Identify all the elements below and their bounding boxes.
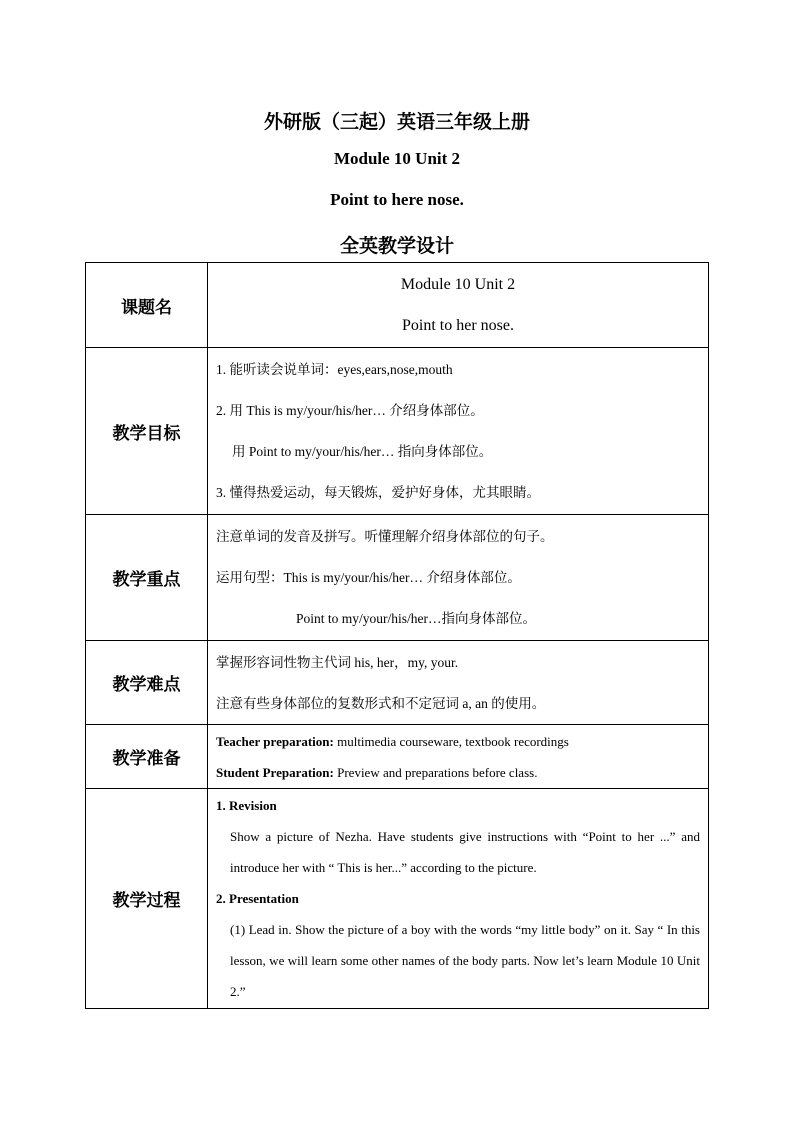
process-content [208, 789, 709, 1009]
difficulties-label: 教学难点 [86, 641, 208, 725]
topic-line-1: Module 10 Unit 2 [400, 276, 516, 293]
topic-label: 课题名 [86, 263, 208, 348]
difficulty-item: 掌握形容词性物主代词 his, her，my, your. [216, 654, 459, 670]
table-row-goals [86, 348, 709, 515]
table-row-difficulties [86, 641, 709, 725]
revision-heading-text: 1. Revision [216, 798, 277, 813]
preparation-content [208, 725, 709, 789]
goal-item: 3. 懂得热爱运动，每天锻炼，爱护好身体，尤其眼睛。 [216, 485, 540, 500]
goal-item: 2. 用 This is my/your/his/her… 介绍身体部位。 [216, 403, 484, 418]
design-heading: 全英教学设计 [339, 235, 454, 257]
revision-heading [216, 790, 700, 821]
presentation-heading-text: 2. Presentation [216, 891, 299, 906]
student-preparation-line [216, 757, 700, 788]
presentation-text: (1) Lead in. Show the picture of a boy with the words “my little body” on it. Say “ In this lesson, we will learn some other names of the body parts. Now let’s learn Module 10 Unit 2.” [230, 922, 700, 999]
table-row-process [86, 789, 709, 1009]
lesson-plan-table [85, 262, 709, 1009]
goal-item: 用 Point to my/your/his/her… 指向身体部位。 [232, 444, 493, 459]
difficulty-item: 注意有些身体部位的复数形式和不定冠词 a, an 的使用。 [216, 695, 546, 711]
document-title: 外研版（三起）英语三年级上册 [263, 111, 530, 133]
teacher-preparation-text: multimedia courseware, textbook recordings [333, 733, 569, 749]
lesson-heading: Point to here nose. [330, 190, 464, 209]
module-heading: Module 10 Unit 2 [333, 149, 461, 168]
table-row-topic [86, 263, 709, 348]
key-point-item: Point to my/your/his/her…指向身体部位。 [296, 611, 537, 626]
student-preparation-text: Preview and preparations before class. [333, 764, 538, 780]
topic-line-2: Point to her nose. [402, 317, 514, 334]
key-point-item: 注意单词的发音及拼写。听懂理解介绍身体部位的句子。 [216, 529, 554, 544]
presentation-heading [216, 883, 700, 914]
revision-text: Show a picture of Nezha. Have students give instructions with “Point to her ...” and introduce her with “ This is her...” according to the picture. [230, 829, 700, 875]
process-label: 教学过程 [86, 789, 208, 1009]
goal-item: 1. 能听读会说单词：eyes,ears,nose,mouth [216, 362, 453, 377]
goals-label: 教学目标 [86, 348, 208, 515]
table-row-preparation [86, 725, 709, 789]
key-points-content [208, 515, 709, 641]
key-points-label: 教学重点 [86, 515, 208, 641]
table-row-key-points [86, 515, 709, 641]
student-preparation-label: Student Preparation: [216, 764, 334, 780]
teacher-preparation-line [216, 726, 700, 757]
teacher-preparation-label: Teacher preparation: [216, 733, 334, 749]
preparation-label: 教学准备 [86, 725, 208, 789]
key-point-item: 运用句型：This is my/your/his/her… 介绍身体部位。 [216, 570, 521, 585]
difficulties-content [208, 641, 709, 725]
goals-content [208, 348, 709, 515]
topic-content [208, 263, 709, 348]
